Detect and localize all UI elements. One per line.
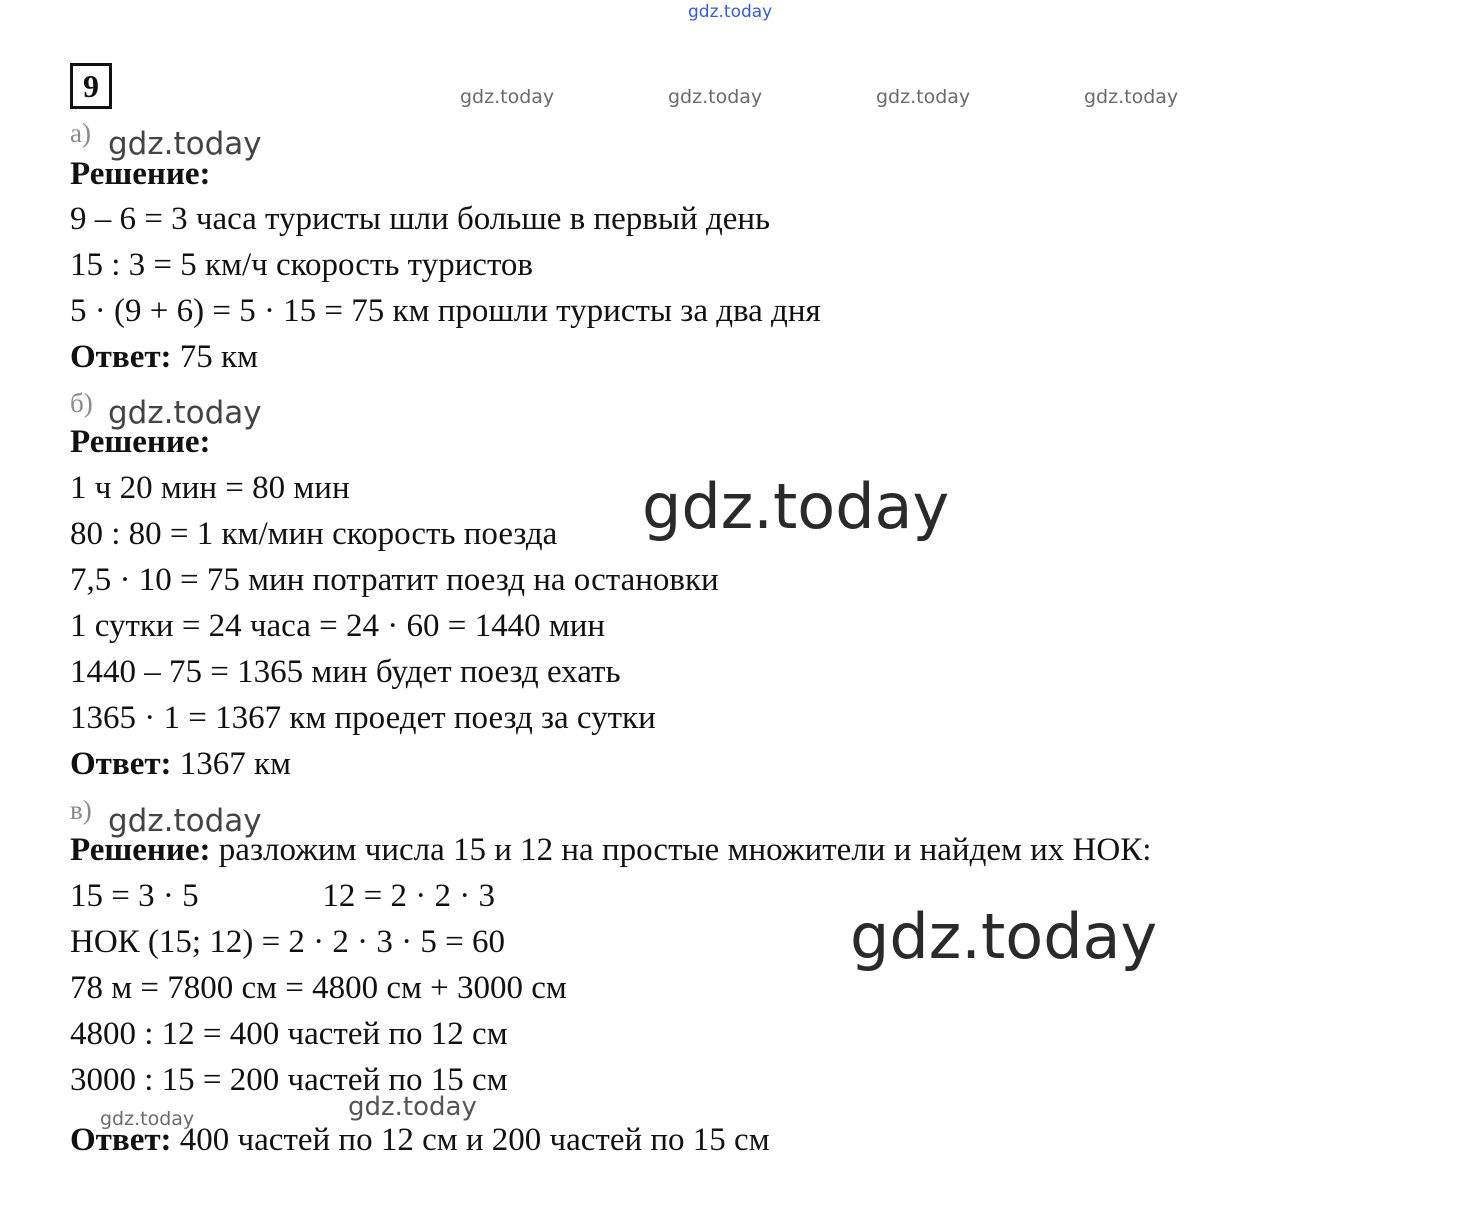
section-b-line-6: 1365 · 1 = 1367 км проедет поезд за сутки	[70, 700, 656, 736]
section-a-line-1: 9 – 6 = 3 часа туристы шли больше в первый день	[70, 201, 771, 237]
section-c-line-2: НОК (15; 12) = 2 · 2 · 3 · 5 = 60	[70, 924, 506, 960]
watermark-header-2: gdz.today	[668, 86, 763, 108]
section-a-line-2: 15 : 3 = 5 км/ч скорость туристов	[70, 247, 534, 283]
watermark-bottom-small: gdz.today	[100, 1108, 195, 1130]
watermark-header-4: gdz.today	[1084, 86, 1179, 108]
section-b-label: б)	[70, 388, 93, 418]
watermark-section-c: gdz.today	[108, 803, 262, 839]
section-c-line-3: 78 м = 7800 см = 4800 см + 3000 см	[70, 970, 567, 1006]
section-c-line-4: 4800 : 12 = 400 частей по 12 см	[70, 1016, 508, 1052]
section-c-solution-heading: Решение: разложим числа 15 и 12 на простые множители и найдем их НОК:	[70, 832, 1152, 868]
watermark-section-b: gdz.today	[108, 395, 262, 431]
section-c-label: в)	[70, 795, 92, 825]
section-c-answer: Ответ: 400 частей по 12 см и 200 частей по 15 см	[70, 1122, 770, 1158]
section-b-answer: Ответ: 1367 км	[70, 746, 291, 782]
section-b-solution-heading: Решение:	[70, 424, 211, 460]
section-b-line-1: 1 ч 20 мин = 80 мин	[70, 470, 350, 506]
section-a-line-3: 5 · (9 + 6) = 5 · 15 = 75 км прошли туристы за два дня	[70, 293, 821, 329]
watermark-large-1: gdz.today	[642, 470, 950, 543]
section-c-line-1: 15 = 3 · 5 12 = 2 · 2 · 3	[70, 878, 495, 914]
watermark-header-3: gdz.today	[876, 86, 971, 108]
section-c-line-5: 3000 : 15 = 200 частей по 15 см	[70, 1062, 508, 1098]
watermark-large-2: gdz.today	[850, 900, 1158, 973]
section-a-label: а)	[70, 118, 91, 148]
section-b-line-3: 7,5 · 10 = 75 мин потратит поезд на остановки	[70, 562, 719, 598]
section-a-solution-heading: Решение:	[70, 156, 211, 192]
section-b-line-4: 1 сутки = 24 часа = 24 · 60 = 1440 мин	[70, 608, 606, 644]
section-b-line-5: 1440 – 75 = 1365 мин будет поезд ехать	[70, 654, 621, 690]
watermark-top: gdz.today	[688, 2, 773, 22]
task-number: 9	[70, 63, 112, 109]
watermark-section-a: gdz.today	[108, 126, 262, 162]
section-a-answer: Ответ: 75 км	[70, 339, 258, 375]
watermark-bottom-mid: gdz.today	[348, 1092, 477, 1122]
section-b-line-2: 80 : 80 = 1 км/мин скорость поезда	[70, 516, 558, 552]
watermark-header-1: gdz.today	[460, 86, 555, 108]
